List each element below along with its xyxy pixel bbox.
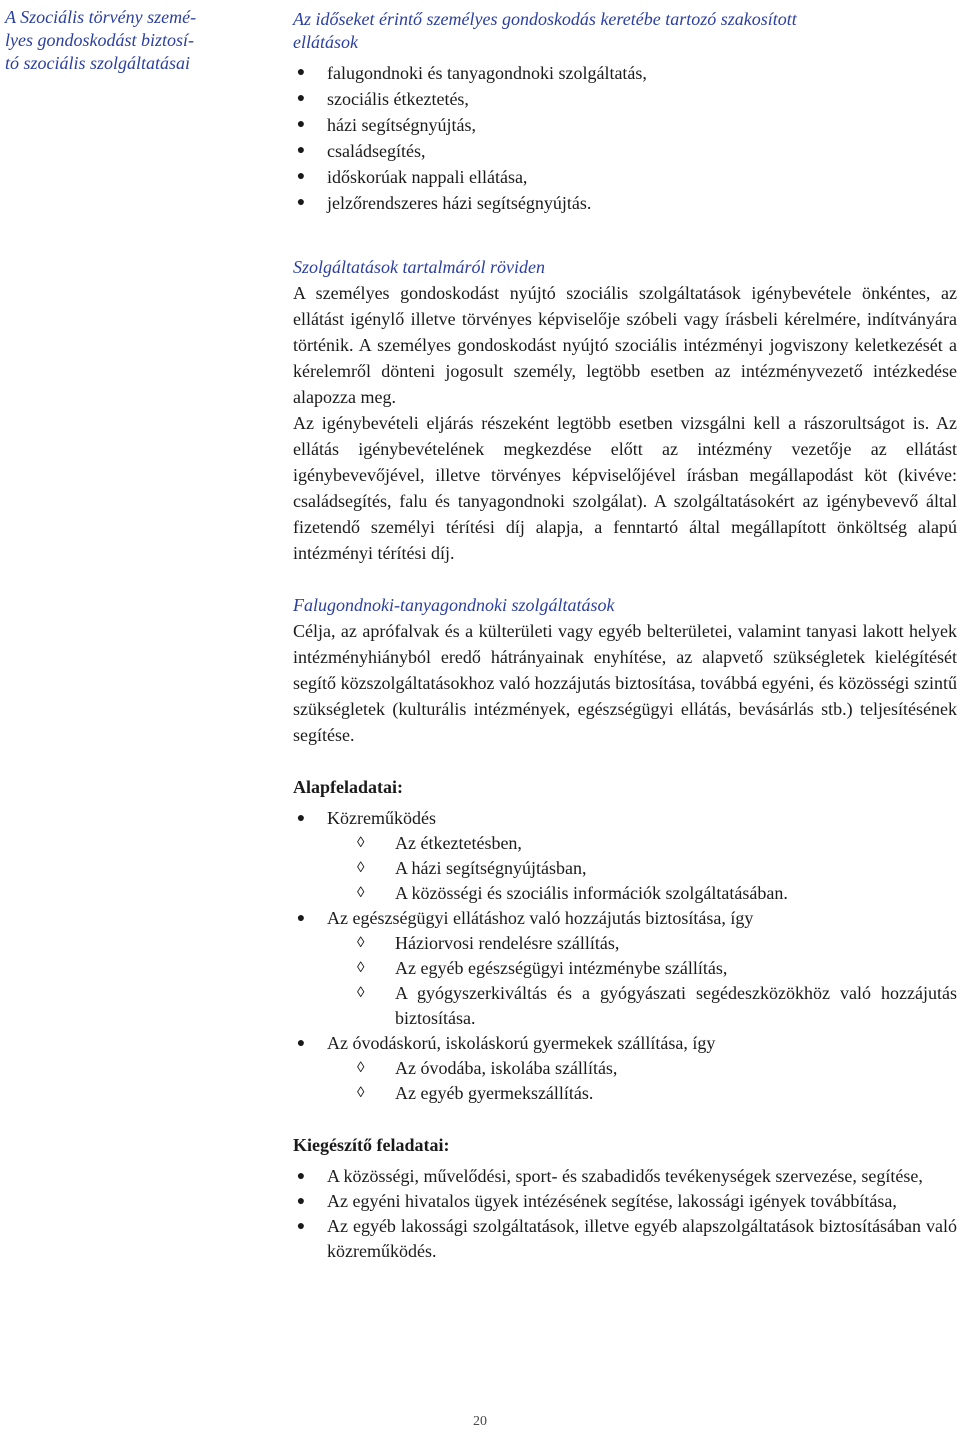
sub-list-item-text: Az egyéb gyermekszállítás. bbox=[395, 1083, 594, 1103]
sub-list bbox=[327, 1056, 957, 1106]
kiegeszito-list bbox=[293, 1164, 957, 1264]
list-item bbox=[293, 1189, 957, 1214]
sub-list-item-text: A gyógyszerkiváltás és a gyógyászati segédeszközökhöz való hozzájutás biztosítása. bbox=[395, 983, 957, 1028]
sub-list-item bbox=[327, 856, 957, 881]
kiegeszito-heading: Kiegészítő feladatai: bbox=[293, 1135, 450, 1155]
sub-list-item bbox=[327, 956, 957, 981]
alapfeladatai-list bbox=[293, 806, 957, 1106]
list-item-text: családsegítés, bbox=[327, 141, 426, 161]
diamond-icon: ◊ bbox=[357, 835, 365, 851]
bullet-dot-icon: ● bbox=[296, 1219, 306, 1234]
list-item bbox=[293, 906, 957, 1031]
list-item-text: házi segítségnyújtás, bbox=[327, 115, 476, 135]
intro-heading-line: Az időseket érintő személyes gondoskodás keretébe tartozó szakosított bbox=[293, 9, 797, 29]
list-item-text: időskorúak nappali ellátása, bbox=[327, 167, 528, 187]
diamond-icon: ◊ bbox=[357, 935, 365, 951]
section-heading: Falugondnoki-tanyagondnoki szolgáltatások bbox=[293, 595, 615, 615]
diamond-icon: ◊ bbox=[357, 960, 365, 976]
list-item bbox=[293, 138, 957, 164]
sub-list-item bbox=[327, 981, 957, 1031]
sub-list bbox=[327, 931, 957, 1031]
list-item bbox=[293, 190, 957, 216]
list-item-text: Az egyéni hivatalos ügyek intézésének segítése, lakossági igények továbbítása, bbox=[327, 1191, 897, 1211]
sub-list-item bbox=[327, 931, 957, 956]
sidebar-heading-line: tó szociális szolgáltatásai bbox=[5, 53, 191, 73]
intro-heading bbox=[293, 8, 957, 54]
sidebar-heading bbox=[5, 6, 255, 75]
sub-list-item-text: Háziorvosi rendelésre szállítás, bbox=[395, 933, 620, 953]
bullet-dot-icon: ● bbox=[296, 65, 306, 80]
list-item-text: szociális étkeztetés, bbox=[327, 89, 469, 109]
bullet-dot-icon: ● bbox=[296, 911, 306, 926]
bullet-dot-icon: ● bbox=[296, 169, 306, 184]
list-item-text: Az egyéb lakossági szolgáltatások, illetve egyéb alapszolgáltatások biztosításában való közreműködés. bbox=[327, 1216, 957, 1261]
diamond-icon: ◊ bbox=[357, 985, 365, 1001]
diamond-icon: ◊ bbox=[357, 860, 365, 876]
list-item-text: falugondnoki és tanyagondnoki szolgáltatás, bbox=[327, 63, 647, 83]
paragraph: Az igénybevételi eljárás részeként legtöbb esetben vizsgálni kell a rászorultságot is. Az ellátás igénybevételének megkezdése előtt az intézmény vezetője az ellátást igénybevevőjével, illetve törvényes képviselőjével írásban megállapodást köt (kivéve: családsegítés, falu és tanyagondnoki szolgálat). A szolgáltatásokért az igénybevevő által fizetendő személyi térítési díj alapja, a fenntartó által megállapított önköltség alapú intézményi térítési díj. bbox=[293, 413, 957, 563]
bullet-dot-icon: ● bbox=[296, 91, 306, 106]
sidebar-heading-line: A Szociális törvény szemé- bbox=[5, 7, 197, 27]
list-item-text: A közösségi, művelődési, sport- és szabadidős tevékenységek szervezése, segítése, bbox=[327, 1166, 923, 1186]
paragraph: A személyes gondoskodást nyújtó szociális szolgáltatások igénybevétele önkéntes, az ellátást igénylő illetve törvényes képviselője szóbeli vagy írásbeli kérelmére, indítványára történik. A személyes gondoskodást nyújtó szociális intézményi jogviszony keletkezését a kérelemről dönteni jogosult személy, legtöbb esetben az intézményvezető intézkedése alapozza meg. bbox=[293, 283, 957, 407]
intro-heading-line: ellátások bbox=[293, 32, 358, 52]
list-item-text: Közreműködés bbox=[327, 808, 436, 828]
sub-list-item bbox=[327, 881, 957, 906]
list-item bbox=[293, 86, 957, 112]
sub-list-item-text: A házi segítségnyújtásban, bbox=[395, 858, 587, 878]
sub-list bbox=[327, 831, 957, 906]
sub-list-item bbox=[327, 831, 957, 856]
intro-list bbox=[293, 60, 957, 216]
page-number: 20 bbox=[473, 1414, 487, 1429]
diamond-icon: ◊ bbox=[357, 1085, 365, 1101]
sub-list-item-text: Az óvodába, iskolába szállítás, bbox=[395, 1058, 618, 1078]
list-item-text: jelzőrendszeres házi segítségnyújtás. bbox=[327, 193, 592, 213]
list-item bbox=[293, 164, 957, 190]
sidebar-heading-line: lyes gondoskodást biztosí- bbox=[5, 30, 194, 50]
diamond-icon: ◊ bbox=[357, 885, 365, 901]
list-item bbox=[293, 1214, 957, 1264]
sub-list-item bbox=[327, 1081, 957, 1106]
section-heading: Szolgáltatások tartalmáról röviden bbox=[293, 257, 545, 277]
sub-list-item-text: Az egyéb egészségügyi intézménybe szállítás, bbox=[395, 958, 728, 978]
list-item bbox=[293, 806, 957, 906]
list-item-text: Az óvodáskorú, iskoláskorú gyermekek szállítása, így bbox=[327, 1033, 716, 1053]
bullet-dot-icon: ● bbox=[296, 811, 306, 826]
list-item bbox=[293, 60, 957, 86]
sub-list-item bbox=[327, 1056, 957, 1081]
list-item bbox=[293, 1031, 957, 1106]
list-item bbox=[293, 112, 957, 138]
bullet-dot-icon: ● bbox=[296, 143, 306, 158]
sub-list-item-text: Az étkeztetésben, bbox=[395, 833, 522, 853]
main-content bbox=[293, 0, 957, 1264]
list-item-text: Az egészségügyi ellátáshoz való hozzájutás biztosítása, így bbox=[327, 908, 754, 928]
bullet-dot-icon: ● bbox=[296, 1169, 306, 1184]
diamond-icon: ◊ bbox=[357, 1060, 365, 1076]
bullet-dot-icon: ● bbox=[296, 1036, 306, 1051]
alapfeladatai-heading: Alapfeladatai: bbox=[293, 777, 403, 797]
bullet-dot-icon: ● bbox=[296, 1194, 306, 1209]
bullet-dot-icon: ● bbox=[296, 195, 306, 210]
sub-list-item-text: A közösségi és szociális információk szolgáltatásában. bbox=[395, 883, 788, 903]
list-item bbox=[293, 1164, 957, 1189]
bullet-dot-icon: ● bbox=[296, 117, 306, 132]
paragraph: Célja, az aprófalvak és a külterületi vagy egyéb belterületei, valamint tanyasi lakott helyek intézményhiányból eredő hátrányainak enyhítése, az alapvető szükségletek kielégítését segítő közszolgáltatásokhoz való hozzájutás biztosítása, továbbá egyéni, és közösségi szintű szükségletek (kulturális intézmények, egészségügyi ellátás, bevásárlás stb.) teljesítésének segítése. bbox=[293, 621, 957, 745]
